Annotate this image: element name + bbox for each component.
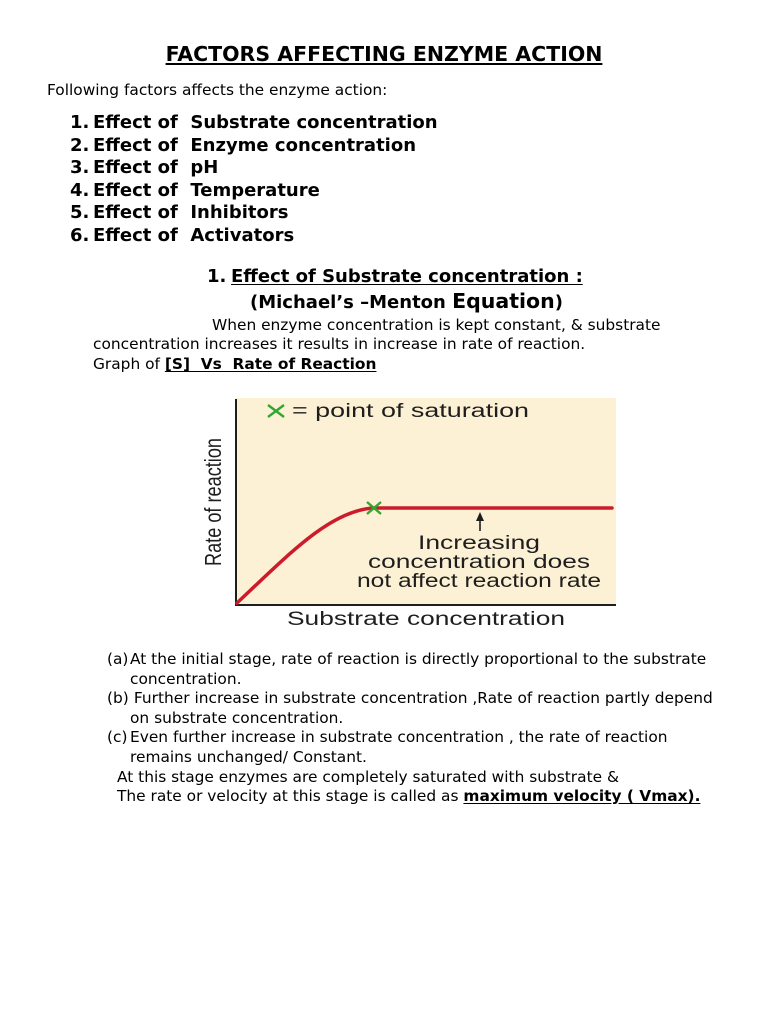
- section-number: 1.: [207, 266, 227, 287]
- graph-caption-text: Graph of: [93, 355, 165, 373]
- list-number: 2.: [70, 134, 90, 156]
- point-text: remains unchanged/ Constant.: [130, 748, 367, 766]
- list-item: [70, 112, 438, 135]
- list-item: [70, 180, 438, 203]
- list-item-label: Effect of pH: [93, 157, 219, 179]
- point-label: (c): [107, 728, 128, 746]
- conclusion-text: The rate or velocity at this stage is called as: [117, 787, 464, 805]
- annotation-line: concentration does: [368, 552, 590, 573]
- factors-list: [70, 112, 438, 248]
- list-item-label: Effect of Enzyme concentration: [93, 134, 417, 156]
- list-item: [70, 135, 438, 158]
- list-item: [70, 157, 438, 180]
- vmax-term: maximum velocity ( Vmax).: [463, 787, 701, 805]
- x-axis-label: Substrate concentration: [287, 609, 565, 630]
- graph-caption-emphasis: [S] Vs Rate of Reaction: [164, 355, 377, 373]
- list-number: 5.: [70, 202, 90, 224]
- list-item-label: Effect of Activators: [93, 224, 295, 246]
- list-item: [70, 225, 438, 248]
- graph-caption: [93, 354, 376, 374]
- point-label: (a): [107, 650, 129, 668]
- point-text: concentration.: [130, 670, 242, 688]
- point-text: Further increase in substrate concentration ,Rate of reaction partly depend: [129, 689, 713, 707]
- section-heading: Effect of Substrate concentration :: [231, 266, 583, 287]
- list-number: 3.: [70, 157, 90, 179]
- annotation-line: Increasing: [418, 533, 540, 554]
- list-item: [70, 202, 438, 225]
- rate-vs-substrate-graph: [195, 392, 625, 634]
- list-item-label: Effect of Temperature: [93, 179, 320, 201]
- subheading-text: ): [554, 292, 563, 313]
- paragraph-line: concentration increases it results in increase in rate of reaction.: [93, 335, 586, 353]
- subheading-emphasis: Equation: [452, 289, 555, 313]
- subheading-text: (Michael’s –Menton: [250, 292, 453, 313]
- point-text: Even further increase in substrate concentration , the rate of reaction: [130, 728, 668, 746]
- point-text: on substrate concentration.: [130, 709, 344, 727]
- intro-text: Following factors affects the enzyme action:: [47, 81, 388, 99]
- legend-label: = point of saturation: [292, 401, 529, 422]
- annotation-line: not affect reaction rate: [357, 571, 601, 592]
- conclusion-line: [117, 786, 700, 806]
- point-label: (b): [107, 689, 129, 707]
- page-title: FACTORS AFFECTING ENZYME ACTION: [165, 42, 603, 66]
- list-number: 6.: [70, 224, 90, 246]
- list-item-label: Effect of Inhibitors: [93, 202, 289, 224]
- paragraph-line: When enzyme concentration is kept constant, & substrate: [212, 316, 661, 334]
- list-number: 1.: [70, 112, 90, 133]
- section-subheading: [250, 289, 563, 315]
- list-number: 4.: [70, 179, 90, 201]
- conclusion-line: At this stage enzymes are completely saturated with substrate &: [117, 768, 619, 786]
- y-axis-label: Rate of reaction: [200, 403, 226, 566]
- point-text: At the initial stage, rate of reaction is directly proportional to the substrate: [130, 650, 707, 668]
- list-item-label: Effect of Substrate concentration: [93, 112, 438, 133]
